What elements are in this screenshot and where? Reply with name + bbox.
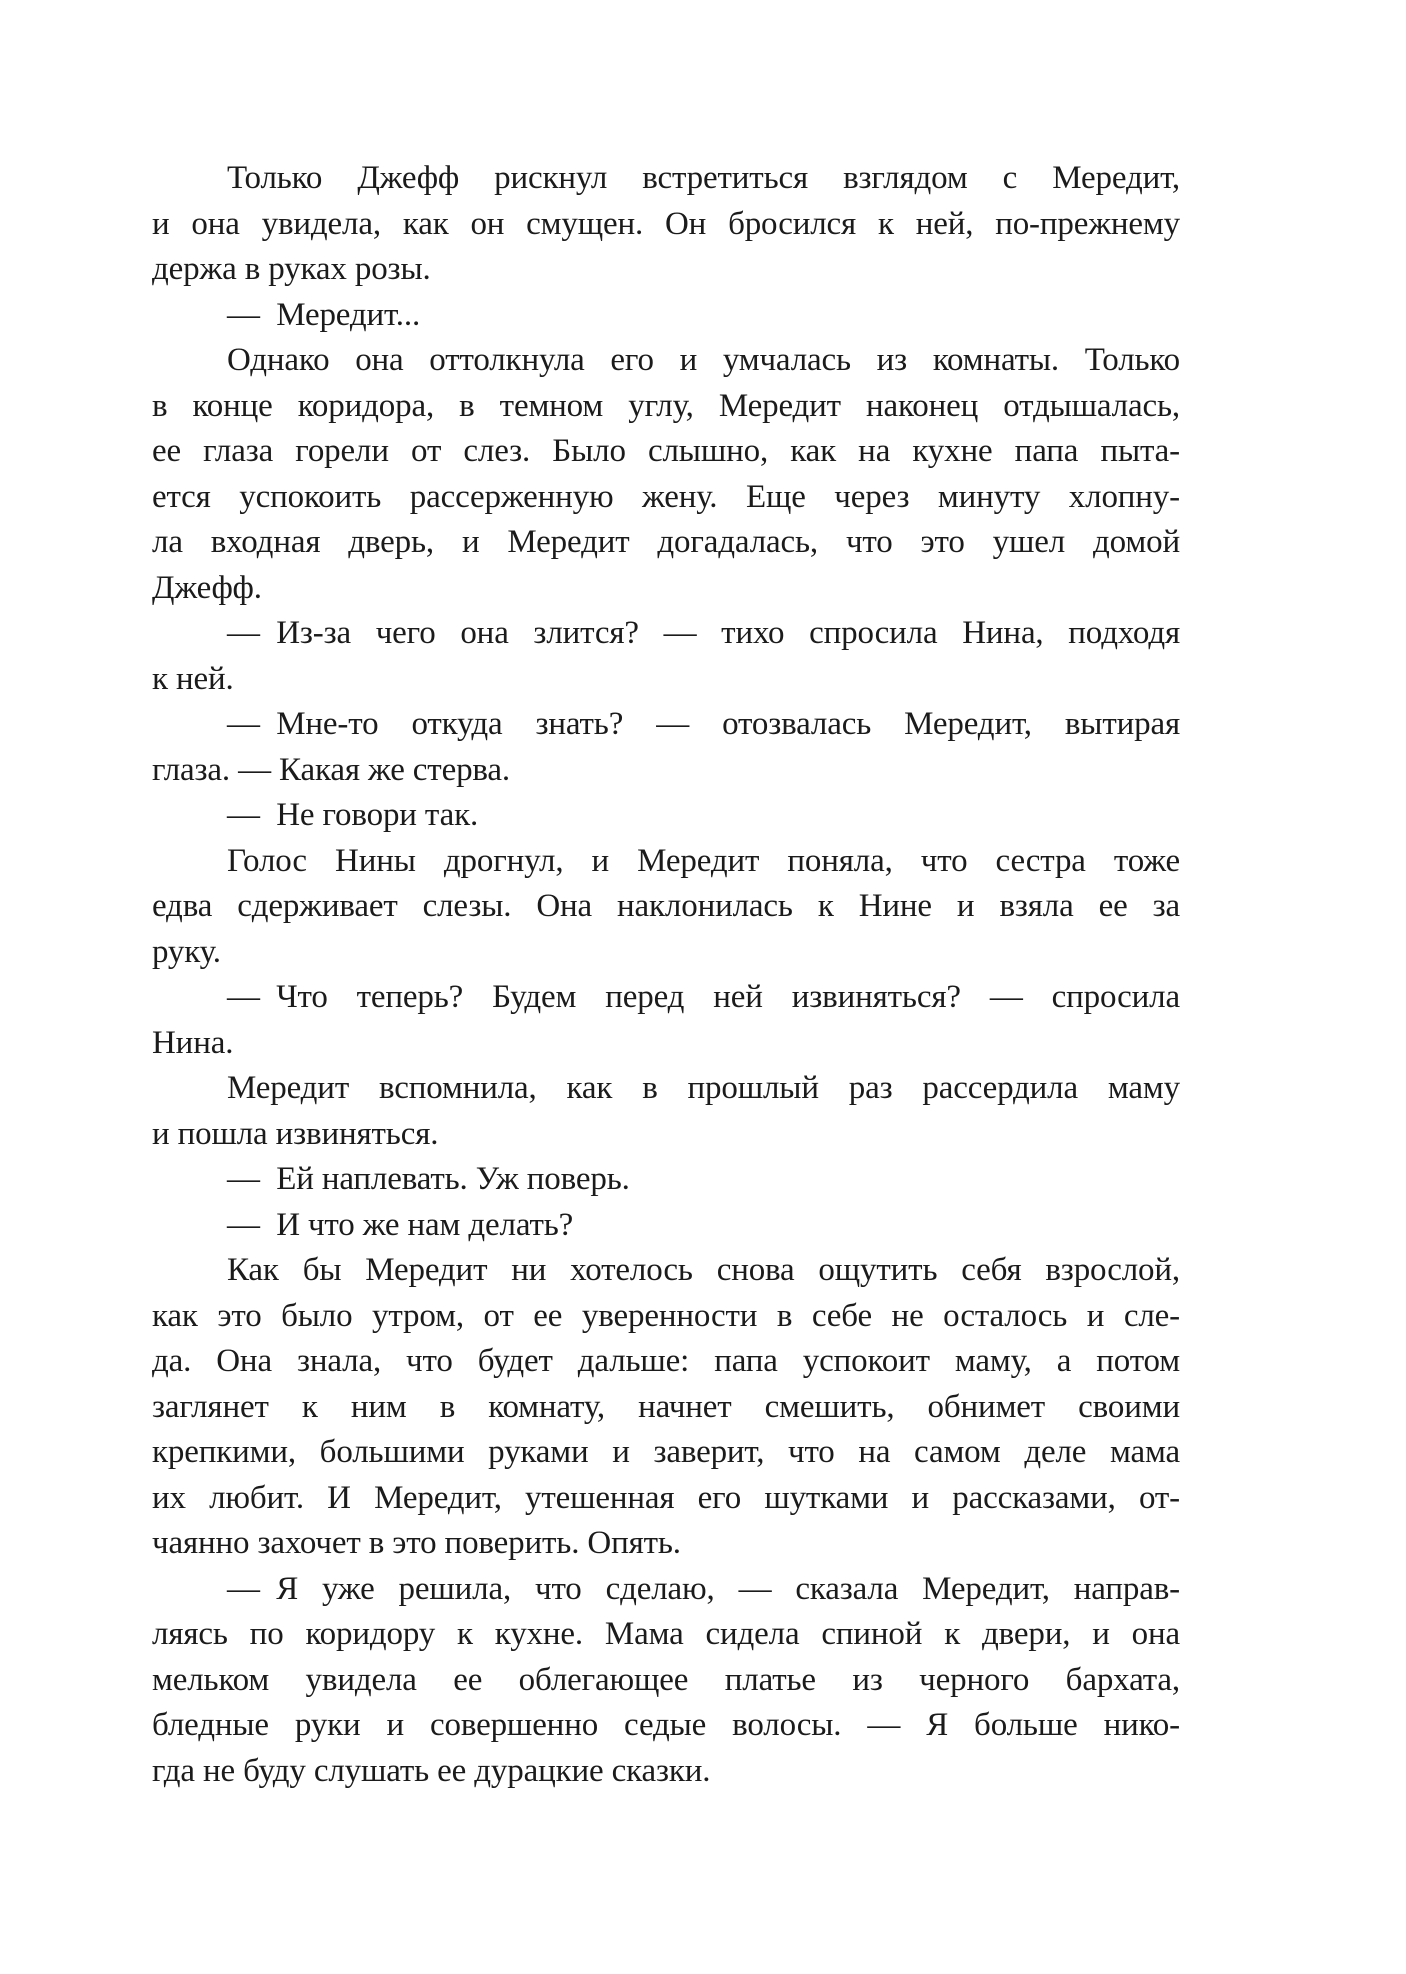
text-line: мельком увидела ее облегающее платье из черного бархата,: [152, 1661, 1180, 1698]
text-line: заглянет к ним в комнату, начнет смешить, обнимет своими: [152, 1388, 1180, 1425]
paragraph: [152, 293, 1180, 339]
paragraph: [152, 338, 1180, 611]
text-line: — Не говори так.: [227, 797, 479, 833]
text-line: и пошла извиняться.: [152, 1115, 439, 1152]
text-line: глаза. — Какая же стерва.: [152, 751, 511, 788]
text-line: Голос Нины дрогнул, и Мередит поняла, что сестра тоже: [227, 842, 1180, 879]
paragraph: [152, 156, 1180, 293]
text-line: в конце коридора, в темном углу, Мередит наконец отдышалась,: [152, 387, 1180, 424]
text-line: Однако она оттолкнула его и умчалась из комнаты. Только: [227, 342, 1180, 378]
paragraph: [152, 1066, 1180, 1157]
text-line: ее глаза горели от слез. Было слышно, как на кухне папа пыта-: [152, 433, 1180, 469]
paragraph: [152, 1203, 1180, 1249]
text-line: Мередит вспомнила, как в прошлый раз рассердила маму: [227, 1070, 1180, 1106]
text-line: — Мне-то откуда знать? — отозвалась Мередит, вытирая: [227, 706, 1180, 742]
paragraph: [152, 975, 1180, 1066]
text-line: — Я уже решила, что сделаю, — сказала Мередит, направ-: [227, 1570, 1180, 1607]
text-line: — Из-за чего она злится? — тихо спросила Нина, подходя: [227, 615, 1180, 651]
text-line: Джефф.: [152, 569, 262, 606]
text-line: — Что теперь? Будем перед ней извиняться? — спросила: [227, 979, 1180, 1015]
paragraph: [152, 1567, 1180, 1795]
paragraph: [152, 839, 1180, 976]
text-line: да. Она знала, что будет дальше: папа успокоит маму, а потом: [152, 1343, 1180, 1379]
text-line: бледные руки и совершенно седые волосы. — Я больше нико-: [152, 1707, 1180, 1743]
text-line: Только Джефф рискнул встретиться взглядом с Мередит,: [227, 160, 1180, 196]
text-line: ла входная дверь, и Мередит догадалась, что это ушел домой: [152, 524, 1180, 560]
text-line: — Ей наплевать. Уж поверь.: [227, 1161, 630, 1197]
text-line: как это было утром, от ее уверенности в себе не осталось и сле-: [152, 1297, 1180, 1334]
text-line: крепкими, большими руками и заверит, что на самом деле мама: [152, 1434, 1180, 1470]
paragraph: [152, 611, 1180, 702]
text-line: держа в руках розы.: [152, 251, 431, 287]
paragraph: [152, 1248, 1180, 1567]
text-line: ется успокоить рассерженную жену. Еще через минуту хлопну-: [152, 478, 1180, 515]
text-line: Нина.: [152, 1024, 234, 1061]
text-line: — Мередит...: [227, 296, 421, 333]
text-line: гда не буду слушать ее дурацкие сказки.: [152, 1752, 711, 1789]
text-line: и она увидела, как он смущен. Он бросился к ней, по-прежнему: [152, 205, 1180, 242]
text-line: едва сдерживает слезы. Она наклонилась к Нине и взяла ее за: [152, 888, 1180, 924]
paragraph: [152, 1157, 1180, 1203]
text-line: Как бы Мередит ни хотелось снова ощутить себя взрослой,: [227, 1252, 1180, 1288]
text-line: — И что же нам делать?: [227, 1206, 574, 1243]
paragraph: [152, 793, 1180, 839]
text-line: к ней.: [152, 660, 234, 697]
text-line: ляясь по коридору к кухне. Мама сидела спиной к двери, и она: [152, 1616, 1180, 1652]
text-line: руку.: [152, 933, 221, 970]
text-line: их любит. И Мередит, утешенная его шутками и рассказами, от-: [152, 1479, 1180, 1516]
text-line: чаянно захочет в это поверить. Опять.: [152, 1525, 681, 1561]
page-text: [152, 156, 1180, 1794]
paragraph: [152, 702, 1180, 793]
